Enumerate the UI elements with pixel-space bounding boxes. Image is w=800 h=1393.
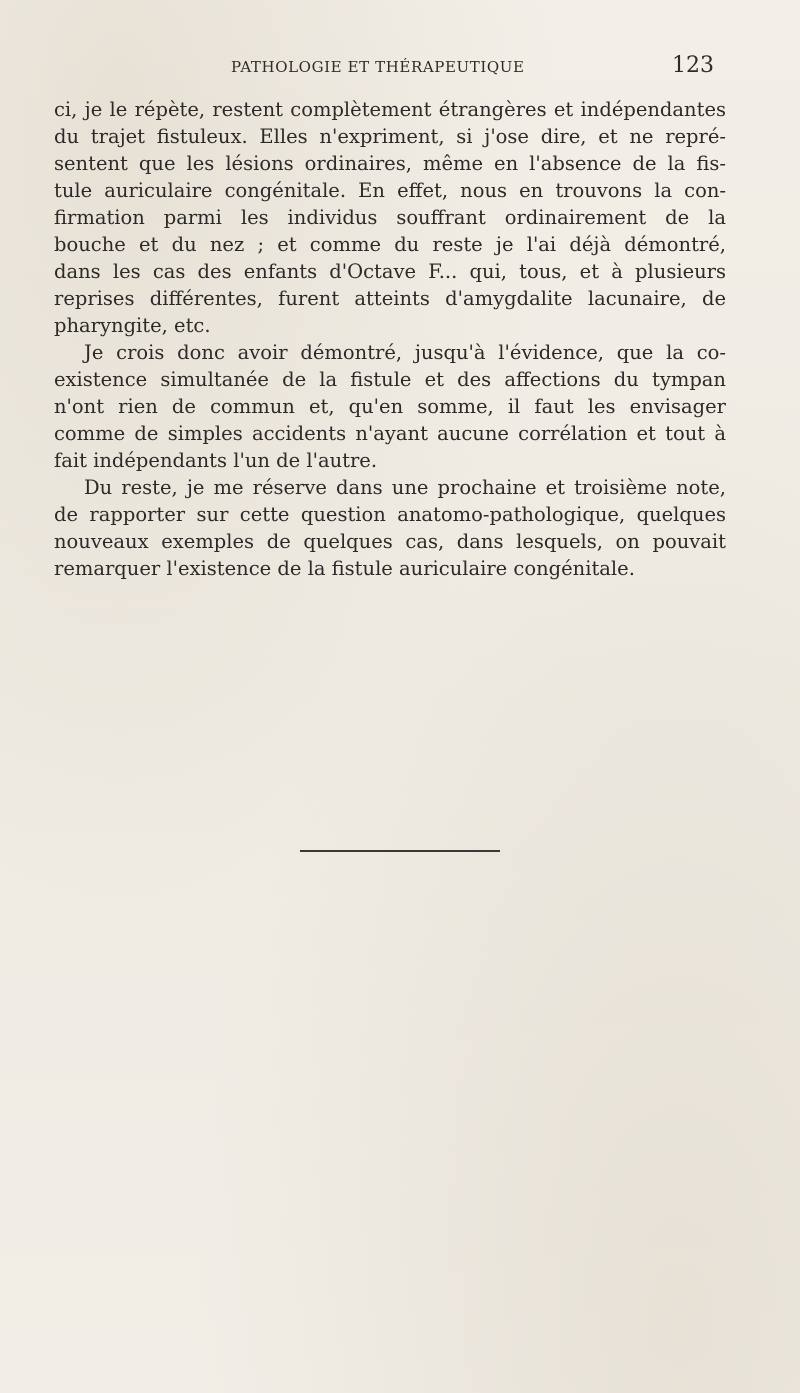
text-line: comme de simples accidents n'ayant aucune corrélation et tout à <box>54 422 726 445</box>
text-line: bouche et du nez ; et comme du reste je l'ai déjà démontré, <box>54 233 726 256</box>
text-line: du trajet fistuleux. Elles n'expriment, si j'ose dire, et ne repré- <box>54 125 726 148</box>
text-line: firmation parmi les individus souffrant ordinairement de la <box>54 206 726 229</box>
text-line: nouveaux exemples de quelques cas, dans lesquels, on pouvait <box>54 530 726 553</box>
text-line: n'ont rien de commun et, qu'en somme, il faut les envisager <box>54 395 726 418</box>
text-line: dans les cas des enfants d'Octave F... qui, tous, et à plusieurs <box>54 260 726 283</box>
text-line: sentent que les lésions ordinaires, même en l'absence de la fis- <box>54 152 726 175</box>
text-line: tule auriculaire congénitale. En effet, nous en trouvons la con- <box>54 179 726 202</box>
text-line: existence simultanée de la fistule et des affections du tympan <box>54 368 726 391</box>
text-line: fait indépendants l'un de l'autre. <box>54 449 378 472</box>
running-title: PATHOLOGIE ET THÉRAPEUTIQUE <box>231 58 525 76</box>
end-rule-divider <box>300 850 500 852</box>
text-line: pharyngite, etc. <box>54 314 211 337</box>
text-line: remarquer l'existence de la fistule auriculaire congénitale. <box>54 557 635 580</box>
paragraph-1 <box>54 96 726 339</box>
text-line: Je crois donc avoir démontré, jusqu'à l'évidence, que la co- <box>84 341 726 364</box>
text-line: Du reste, je me réserve dans une prochaine et troisième note, <box>84 476 726 499</box>
page-number: 123 <box>672 53 714 78</box>
paragraph-2 <box>54 339 726 474</box>
body-text <box>54 96 726 582</box>
text-line: ci, je le répète, restent complètement étrangères et indépendantes <box>54 98 726 121</box>
text-line: de rapporter sur cette question anatomo-pathologique, quelques <box>54 503 726 526</box>
paragraph-3 <box>54 474 726 582</box>
text-line: reprises différentes, furent atteints d'amygdalite lacunaire, de <box>54 287 726 310</box>
